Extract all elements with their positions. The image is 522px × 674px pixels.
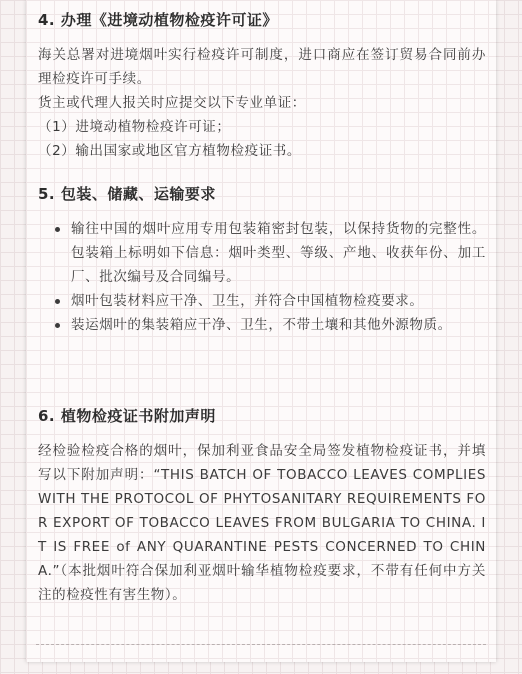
list-item [38,217,486,289]
bullet-list [38,217,486,337]
bullet-icon [55,323,60,328]
list-item-text: 输往中国的烟叶应用专用包装箱密封包装，以保持货物的完整性。包装箱上标明如下信息：烟叶类型、等级、产地、收获年份、加工厂、批次编号及合同编号。 [71,221,486,285]
list-item: （1）进境动植物检疫许可证； [38,119,231,135]
paragraph: 经检验检疫合格的烟叶，保加利亚食品安全局签发植物检疫证书，并填写以下附加声明：“THIS BATCH OF TOBACCO LEAVES COMPLIES WITH THE PROTOCOL OF PHYTOSANITARY REQUIREMENTS FOR EXPORT OF TOBACCO LEAVES FROM BULGARIA TO CHINA. IT IS FREE of ANY QUARANTINE PESTS CONCERNED TO CHINA.”（本批烟叶符合保加利亚烟叶输华植物检疫要求，不带有任何中方关注的检疫性有害生物）。 [38,443,486,603]
list-item-text: 烟叶包装材料应干净、卫生，并符合中国植物检疫要求。 [71,293,424,309]
list-item-text: 装运烟叶的集装箱应干净、卫生，不带土壤和其他外源物质。 [71,317,452,333]
section-heading: 6. 植物检疫证书附加声明 [38,407,216,425]
list-item [38,313,486,337]
bullet-icon [55,299,60,304]
section-certificate [38,405,486,607]
section-permit [38,9,486,163]
article-card [26,0,496,662]
section-packaging [38,183,486,337]
paragraph: 货主或代理人报关时应提交以下专业单证： [38,95,306,111]
section-heading: 4. 办理《进境动植物检疫许可证》 [38,11,278,29]
paragraph: 海关总署对进境烟叶实行检疫许可制度，进口商应在签订贸易合同前办理检疫许可手续。 [38,47,486,87]
section-heading: 5. 包装、储藏、运输要求 [38,185,216,203]
divider [36,644,486,645]
bullet-icon [55,227,60,232]
list-item: （2）输出国家或地区官方植物检疫证书。 [38,143,301,159]
list-item [38,289,486,313]
